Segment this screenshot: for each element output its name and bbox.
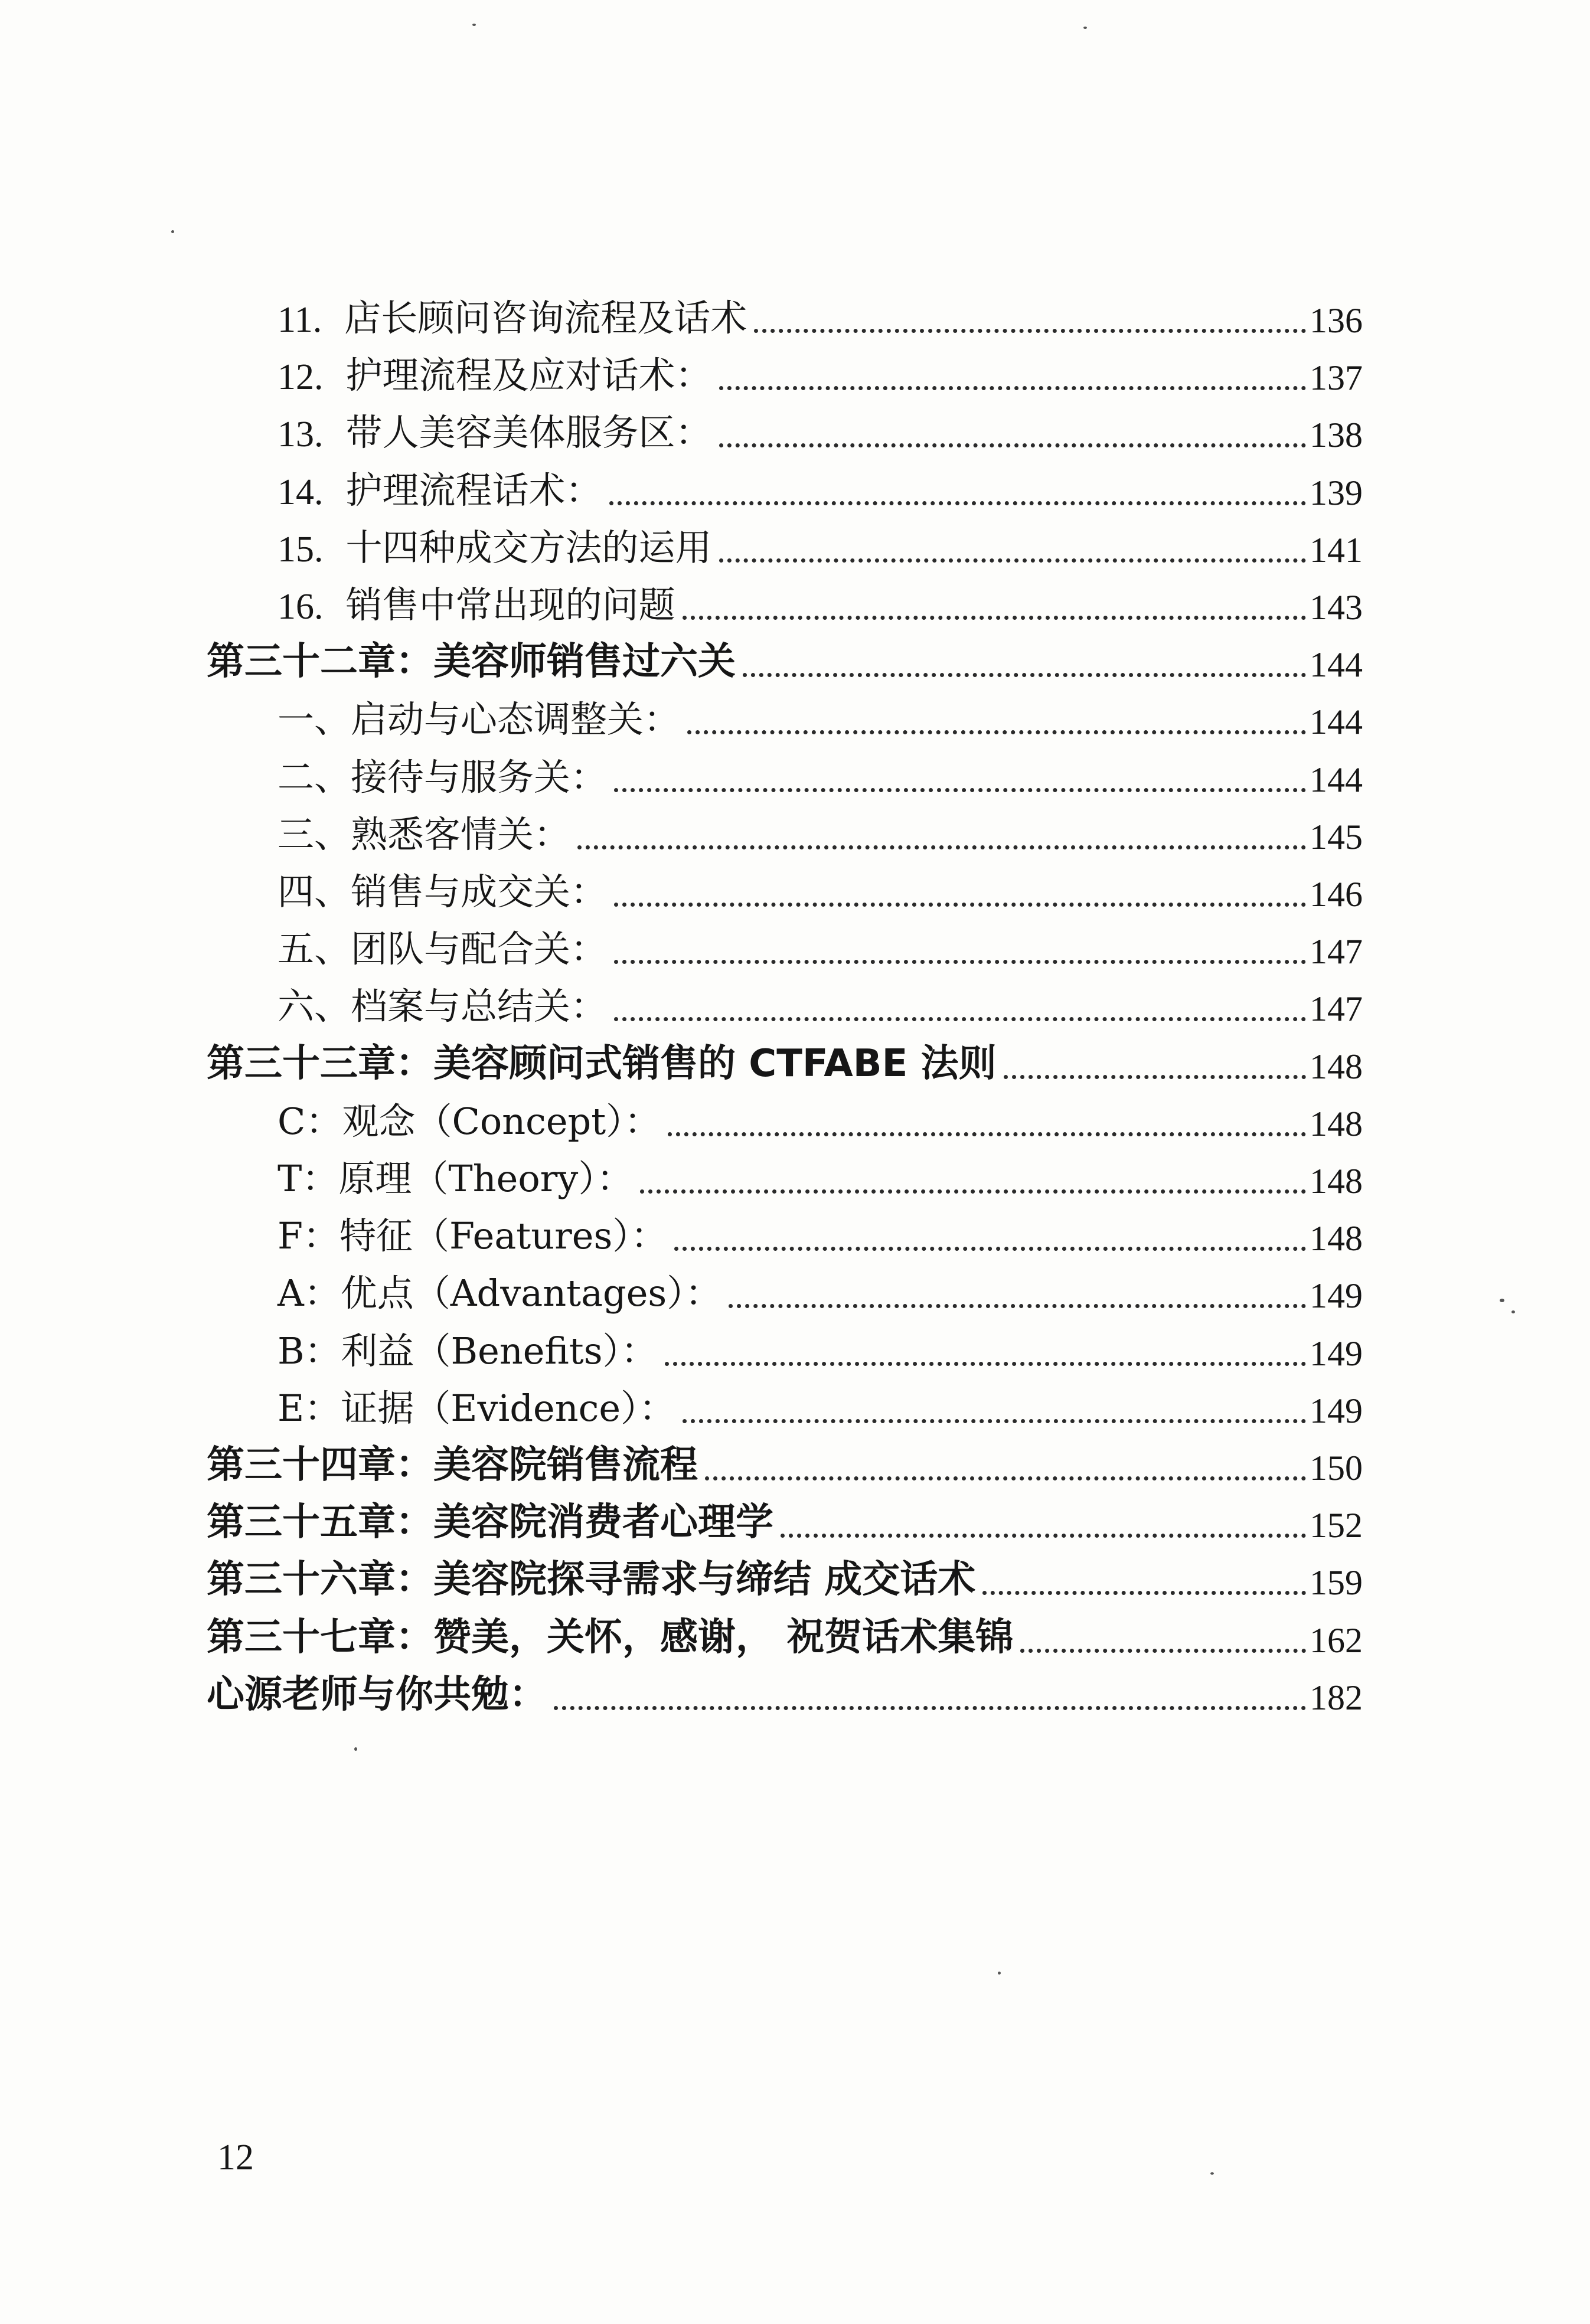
- scan-speck: [171, 230, 174, 233]
- toc-entry-title: 第三十七章：赞美，关怀，感谢， 祝贺话术集锦: [207, 1615, 1014, 1659]
- toc-section-entry: [277, 919, 1363, 972]
- toc-entry-page: 147: [1310, 932, 1363, 972]
- toc-entry-number: 16.: [277, 587, 324, 627]
- toc-entry-title: 第三十五章：美容院消费者心理学: [207, 1501, 773, 1545]
- toc-entry-number: 13.: [277, 414, 324, 455]
- scan-speck: [354, 1747, 357, 1751]
- toc-chapter-entry: [207, 632, 1363, 685]
- toc-chapter-entry: [207, 1493, 1363, 1546]
- toc-entry-page: 149: [1310, 1276, 1363, 1316]
- dot-leader: [683, 615, 1306, 620]
- toc-entry-title: 第三十六章：美容院探寻需求与缔结 成交话术: [207, 1558, 976, 1602]
- scan-speck: [472, 24, 476, 26]
- scan-speck: [1511, 1310, 1515, 1313]
- scan-speck: [1210, 2172, 1214, 2175]
- toc-entry-title: 店长顾问咨询流程及话术: [344, 296, 747, 339]
- toc-entry-title: 六、档案与总结关：: [277, 985, 608, 1028]
- dot-leader: [705, 1476, 1306, 1480]
- toc-entry-title: 一、启动与心态调整关：: [277, 698, 681, 741]
- toc-entry-page: 148: [1310, 1104, 1363, 1143]
- dot-leader: [614, 1016, 1306, 1021]
- toc-entry-page: 148: [1310, 1162, 1363, 1201]
- toc-entry-page: 148: [1310, 1047, 1363, 1086]
- toc-section-entry: [277, 403, 1363, 456]
- toc-section-entry: [277, 575, 1363, 628]
- dot-leader: [614, 959, 1306, 964]
- toc-entry-page: 139: [1310, 473, 1363, 512]
- toc-entry-page: 137: [1310, 358, 1363, 398]
- toc-section-entry: [277, 1091, 1363, 1145]
- toc-entry-title: 第三十二章：美容师销售过六关: [207, 640, 736, 684]
- toc-section-entry: [277, 976, 1363, 1029]
- dot-leader: [982, 1590, 1306, 1595]
- toc-chapter-entry: [207, 1550, 1363, 1603]
- toc-entry-page: 136: [1310, 301, 1363, 340]
- toc-section-entry: [277, 747, 1363, 800]
- toc-entry-title: 带人美容美体服务区：: [345, 411, 712, 455]
- toc-entry-page: 149: [1310, 1391, 1363, 1430]
- toc-entry-page: 143: [1310, 588, 1363, 627]
- toc-entry-title: 四、销售与成交关：: [277, 870, 608, 913]
- toc-section-entry: [277, 460, 1363, 514]
- dot-leader: [719, 443, 1306, 447]
- toc-entry-title: 十四种成交方法的运用: [345, 525, 712, 569]
- toc-entry-title: 护理流程及应对话术：: [345, 354, 712, 397]
- dot-leader: [683, 1418, 1306, 1423]
- scan-speck: [1500, 1299, 1504, 1302]
- toc-entry-page: 138: [1310, 416, 1363, 455]
- toc-entry-title: 护理流程话术：: [345, 468, 602, 512]
- dot-leader: [665, 1361, 1306, 1366]
- toc-entry-page: 141: [1310, 530, 1363, 570]
- toc-entry-title: B：利益（Benefits）：: [277, 1329, 658, 1372]
- toc-entry-page: 144: [1310, 702, 1363, 742]
- toc-entry-page: 149: [1310, 1333, 1363, 1373]
- toc-chapter-entry: [207, 1665, 1363, 1718]
- toc-entry-title: A：优点（Advantages）：: [277, 1272, 722, 1315]
- dot-leader: [614, 787, 1306, 792]
- toc-section-entry: [277, 288, 1363, 341]
- dot-leader: [577, 845, 1306, 849]
- toc-entry-title: 二、接待与服务关：: [277, 755, 608, 799]
- toc-section-entry: [277, 1321, 1363, 1374]
- dot-leader: [1004, 1074, 1306, 1079]
- toc-entry-page: 144: [1310, 645, 1363, 685]
- toc-section-entry: [277, 1263, 1363, 1316]
- dot-leader: [687, 730, 1306, 734]
- toc-entry-page: 159: [1310, 1563, 1363, 1603]
- toc-entry-page: 144: [1310, 760, 1363, 799]
- toc-entry-page: 150: [1310, 1449, 1363, 1488]
- toc-section-entry: [277, 1378, 1363, 1431]
- toc-section-entry: [277, 805, 1363, 858]
- toc-section-entry: [277, 1206, 1363, 1259]
- dot-leader: [1020, 1648, 1306, 1653]
- toc-entry-page: 147: [1310, 989, 1363, 1029]
- toc-entry-page: 148: [1310, 1219, 1363, 1259]
- dot-leader: [729, 1303, 1306, 1308]
- toc-chapter-entry: [207, 1608, 1363, 1661]
- toc-entry-title: F：特征（Features）：: [277, 1214, 668, 1258]
- toc-entry-title: 第三十四章：美容院销售流程: [207, 1443, 698, 1487]
- toc-entry-page: 162: [1310, 1620, 1363, 1660]
- toc-entry-title: 三、熟悉客情关：: [277, 812, 571, 856]
- dot-leader: [674, 1246, 1306, 1251]
- toc-entry-title: 第三十三章：美容顾问式销售的 CTFABE 法则: [207, 1041, 997, 1086]
- toc-section-entry: [277, 689, 1363, 743]
- toc-entry-title: C：观念（Concept）：: [277, 1099, 661, 1143]
- toc-chapter-entry: [207, 1034, 1363, 1087]
- toc-section-entry: [277, 1149, 1363, 1202]
- dot-leader: [614, 902, 1306, 907]
- toc-entry-title: 五、团队与配合关：: [277, 927, 608, 971]
- toc-entry-title: E：证据（Evidence）：: [277, 1386, 676, 1430]
- dot-leader: [640, 1189, 1306, 1194]
- toc-entry-page: 152: [1310, 1506, 1363, 1545]
- dot-leader: [719, 558, 1306, 563]
- toc-entry-number: 12.: [277, 357, 324, 398]
- toc-entry-page: 146: [1310, 875, 1363, 914]
- scan-speck: [998, 1972, 1001, 1975]
- toc-section-entry: [277, 345, 1363, 398]
- toc-entry-title: 心源老师与你共勉：: [207, 1672, 547, 1717]
- dot-leader: [719, 385, 1306, 390]
- dot-leader: [668, 1132, 1306, 1136]
- toc-entry-title: 销售中常出现的问题: [345, 583, 675, 626]
- dot-leader: [554, 1705, 1306, 1710]
- toc-section-entry: [277, 518, 1363, 571]
- toc-entry-number: 14.: [277, 472, 324, 512]
- dot-leader: [754, 328, 1306, 333]
- dot-leader: [743, 672, 1306, 677]
- toc-chapter-entry: [207, 1436, 1363, 1489]
- toc-entry-number: 15.: [277, 529, 324, 570]
- toc-entry-page: 182: [1310, 1678, 1363, 1717]
- toc-section-entry: [277, 862, 1363, 915]
- dot-leader: [609, 501, 1306, 505]
- toc-entry-page: 145: [1310, 817, 1363, 857]
- dot-leader: [781, 1533, 1306, 1538]
- toc-entry-title: T：原理（Theory）：: [277, 1157, 634, 1200]
- toc-entry-number: 11.: [277, 300, 322, 340]
- scan-speck: [1083, 27, 1087, 29]
- page-number: 12: [217, 2137, 254, 2178]
